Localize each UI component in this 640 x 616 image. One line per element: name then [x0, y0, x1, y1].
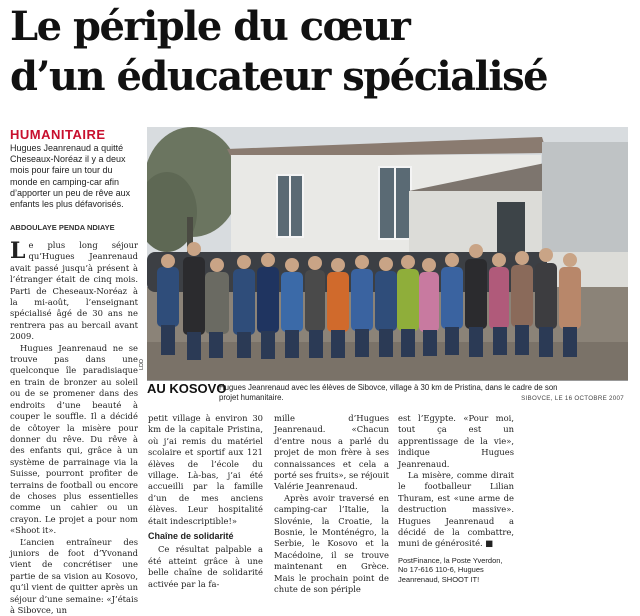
caption-location: AU KOSOVO: [147, 381, 227, 396]
subheading: Chaîne de solidarité: [148, 531, 234, 542]
headline: [10, 2, 630, 102]
drop-cap: L: [10, 238, 26, 264]
article-column-2: [148, 413, 263, 590]
caption-date: SIBOVCE, LE 16 OCTOBRE 2007: [521, 395, 624, 402]
paragraph-text: e plus long séjour qu’Hugues Jeanrenaud avait passé jusqu’à présent à l’étranger était de cinq mois. Parti de Cheseaux-Noréaz à la mi-août, l’enseignant spécialisé âgé de 30 ans ne rentrera pas au bercail avant 2009.: [10, 240, 138, 342]
lead-paragraph: Hugues Jeanrenaud a quitté Cheseaux-Noréaz il y a deux mois pour faire un tour du monde en camping-car afin d’apporter un peu de rêve aux enfants les plus défavorisés.: [10, 143, 131, 210]
headline-line-1: Le périple du cœur: [10, 3, 410, 50]
photo-caption: [147, 381, 628, 411]
donation-info: PostFinance, la Poste Yverdon, No 17-616 110-6, Hugues Jeanrenaud, SHOOT IT!: [398, 555, 503, 584]
photo-illustration: [147, 127, 628, 380]
paragraph: L’ancien entraîneur des juniors de foot d’Yvonand vient de concrétiser une partie de sa vision au Kosovo, qu’il vient de quitter après un séjour d’une semaine: «J’étais à Sibovce, un: [10, 536, 138, 615]
article-photo: [147, 127, 628, 380]
article-column-1: [10, 240, 138, 616]
article-column-3: [274, 413, 389, 596]
paragraph: Hugues Jeanrenaud ne se trouve pas dans une quelconque île paradisiaque en train de bronzer au soleil ou de se promener dans des endroits d’une beauté à couper le souffle. Il a décidé de côtoyer la misère pour donner du rêve. Du rêve à des enfants qui, grâce à un système de parrainage via la Suisse, pourront profiter de terrains de football ou encore de choses plus essentielles comme un cahier ou un crayon. Le projet a pour nom «Shoot it».: [10, 342, 138, 536]
paragraph: Après avoir traversé en camping-car l’Italie, la Slovénie, la Croatie, la Bosnie, le Monténégro, la Serbie, le Kosovo et la Macédoine, il se trouve maintenant en Grèce. Mais le prochain point de chute de son périple: [274, 492, 389, 595]
paragraph: Ce résultat palpable a été atteint grâce à une belle chaîne de solidarité activée par la fa-: [148, 544, 263, 589]
paragraph: petit village à environ 30 km de la capitale Pristina, où j’ai remis du matériel scolaire et sportif aux 121 élèves de l’école du village. Là-bas, j’ai été accueilli par la famille d’un de mes anciens élèves. Leur hospitalité était indescriptible!»: [148, 413, 263, 526]
headline-line-2: d’un éducateur spécialisé: [10, 53, 548, 100]
paragraph: [10, 240, 138, 343]
byline: ABDOULAYE PENDA NDIAYE: [10, 223, 115, 232]
article-column-4: [398, 413, 514, 584]
caption-text: Hugues Jeanrenaud avec les élèves de Sibovce, village à 30 km de Pristina, dans le cadre de son projet humanitaire.: [219, 383, 558, 402]
paragraph: mille d’Hugues Jeanrenaud. «Chacun d’entre nous a parlé du projet de mon frère à ses connaissances et cela a porté ses fruits», se réjouit Valérie Jeanrenaud.: [274, 413, 389, 492]
photo-credit: LDD: [139, 358, 145, 370]
paragraph: est l’Egypte. «Pour moi, tout ça est un apprentissage de la vie», indique Hugues Jeanrenaud.: [398, 413, 514, 469]
paragraph: La misère, comme dirait le footballeur Lilian Thuram, est «une arme de destruction massive». Hugues Jeanrenaud a décidé de la combattre, muni de générosité. ■: [398, 470, 514, 549]
section-rubric: HUMANITAIRE: [10, 127, 106, 142]
